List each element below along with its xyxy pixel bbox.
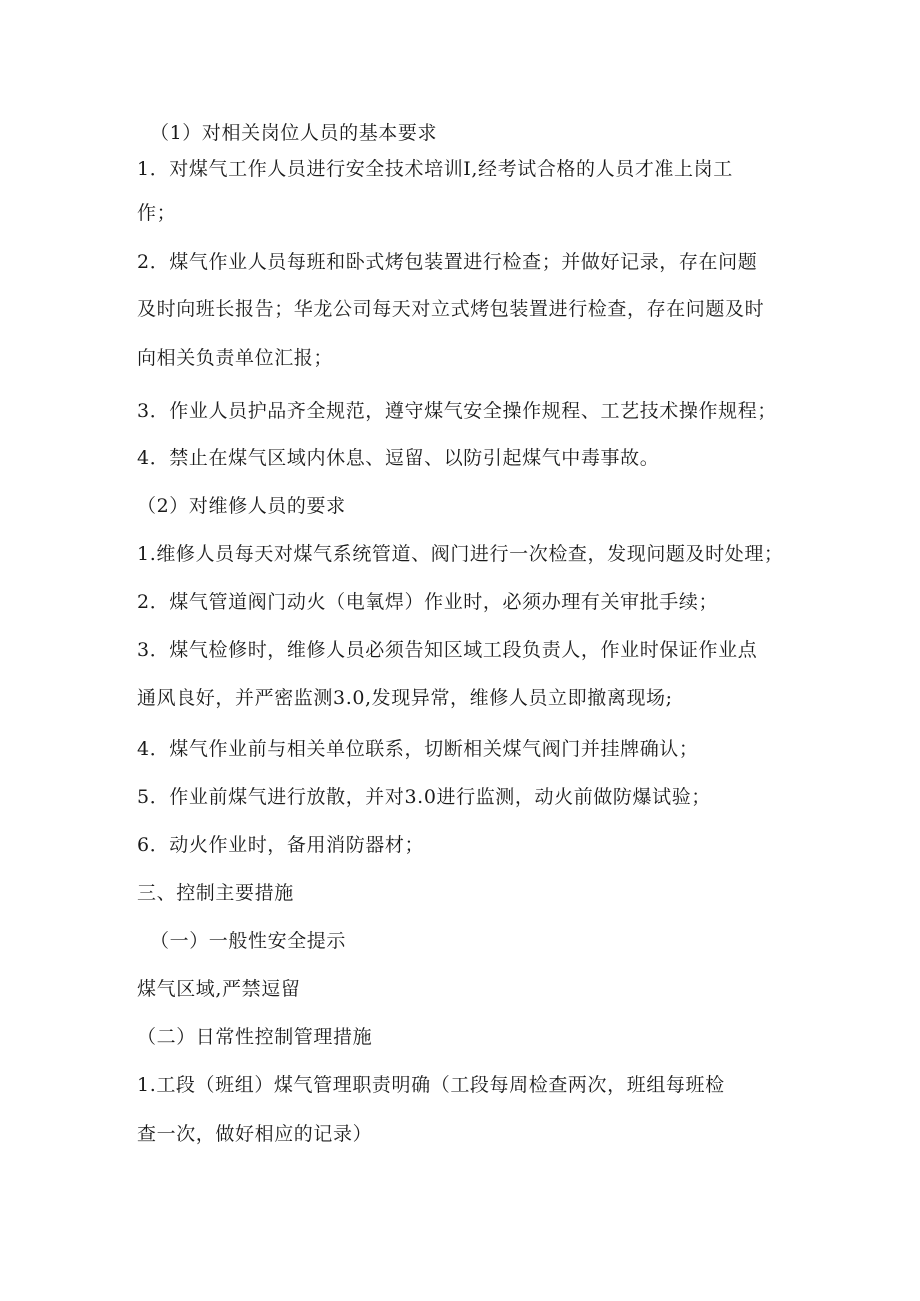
section-heading-2: （2）对维修人员的要求 <box>137 495 346 517</box>
paragraph-line: 通风良好，并严密监测3.0,发现异常，维修人员立即撤离现场; <box>137 687 673 709</box>
subsection-heading-2: （二）日常性控制管理措施 <box>137 1026 373 1048</box>
paragraph-line: 3．煤气检修时，维修人员必须告知区域工段负责人，作业时保证作业点 <box>137 639 758 661</box>
paragraph-line: 3．作业人员护品齐全规范，遵守煤气安全操作规程、工艺技术操作规程； <box>137 400 777 422</box>
paragraph-line: 作； <box>137 202 177 224</box>
chapter-heading: 三、控制主要措施 <box>137 882 294 904</box>
paragraph-line: 6．动火作业时，备用消防器材； <box>137 834 425 856</box>
paragraph-line: 2．煤气管道阀门动火（电氧焊）作业时，必须办理有关审批手续； <box>137 591 719 613</box>
paragraph-line: 5．作业前煤气进行放散，并对3.0进行监测，动火前做防爆试验； <box>137 786 711 808</box>
paragraph-line: 4．禁止在煤气区域内休息、逗留、以防引起煤气中毒事故。 <box>137 447 660 469</box>
paragraph-line: 2．煤气作业人员每班和卧式烤包装置进行检查；并做好记录，存在问题 <box>137 251 758 273</box>
paragraph-line: 4．煤气作业前与相关单位联系，切断相关煤气阀门并挂牌确认； <box>137 738 699 760</box>
paragraph-line: 向相关负责单位汇报； <box>137 347 334 369</box>
paragraph-line: 1.工段（班组）煤气管理职责明确（工段每周检查两次，班组每班检 <box>137 1074 725 1096</box>
paragraph-line: 1.维修人员每天对煤气系统管道、阀门进行一次检查，发现问题及时处理； <box>137 543 784 565</box>
paragraph-line: 及时向班长报告；华龙公司每天对立式烤包装置进行检查，存在问题及时 <box>137 298 765 320</box>
subsection-heading-1: （一）一般性安全提示 <box>150 930 347 952</box>
paragraph-line: 1．对煤气工作人员进行安全技术培训I,经考试合格的人员才准上岗工 <box>137 158 733 180</box>
section-heading-1: （1）对相关岗位人员的基本要求 <box>150 122 438 144</box>
safety-notice: 煤气区域,严禁逗留 <box>137 978 301 1000</box>
paragraph-line: 查一次，做好相应的记录） <box>137 1123 373 1145</box>
